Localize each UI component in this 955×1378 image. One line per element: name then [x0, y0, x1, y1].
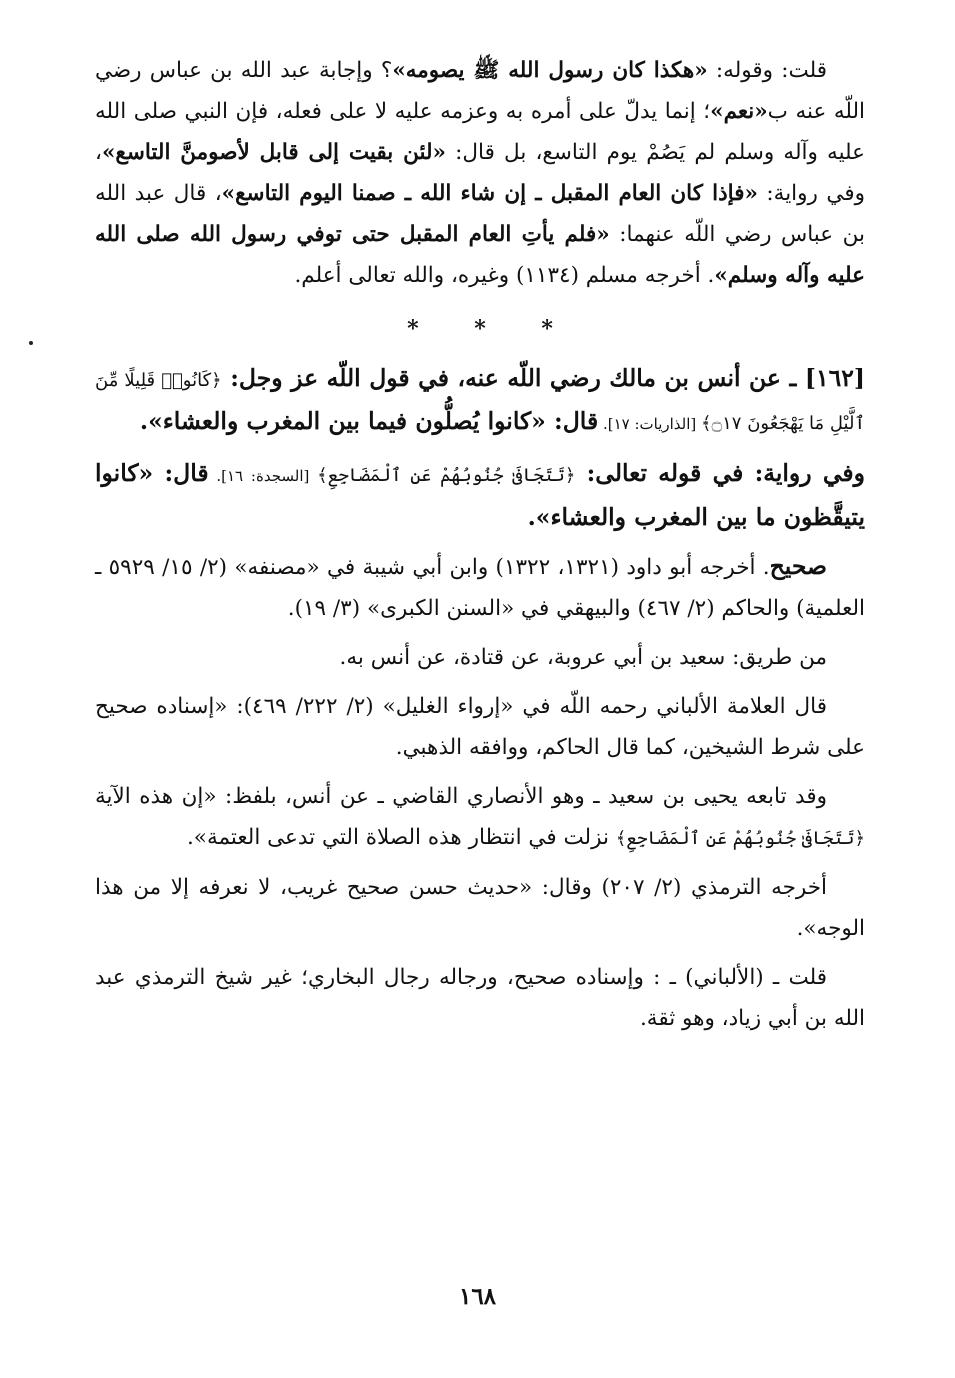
- text: وفي رواية: في قوله تعالى:: [575, 459, 865, 487]
- text: . أخرجه أبو داود (١٣٢١، ١٣٢٢) وابن أبي شيبة في «مصنفه» (٢/ ١٥/ ٥٩٢٩ ـ العلمية) والحاكم (٢/ ٤٦٧) والبيهقي في «السنن الكبرى» (٣/ ١٩).: [95, 555, 865, 621]
- text: ؛ إنما يدلّ على أمره به وعزمه عليه لا على فعله، فإن النبي صلى الله عليه وآله وسلم لم يَصُمْ يوم التاسع، بل قال:: [95, 99, 865, 165]
- grading: صحيح: [769, 552, 828, 580]
- page-body: [95, 50, 865, 1039]
- tirmidhi-paragraph: أخرجه الترمذي (٢/ ٢٠٧) وقال: «حديث حسن صحيح غريب، لا نعرفه إلا من هذا الوجه».: [95, 875, 865, 941]
- section-divider: * * *: [407, 316, 577, 342]
- paragraph-commentary: [95, 50, 865, 296]
- text: قلت: وقوله:: [707, 58, 828, 83]
- quote-bold: «فلم يأتِ العام المقبل حتى توفي رسول الله صلى الله عليه وآله وسلم»: [95, 222, 865, 288]
- narration-text: قال: «كانوا يتيقَّظون ما بين المغرب والعشاء».: [95, 459, 865, 531]
- quran-verse: ﴿كَانُوا۟ قَلِيلًا مِّنَ ٱلَّيْلِ مَا يَهْجَعُونَ ۝١٧﴾: [95, 370, 865, 434]
- quran-verse: ﴿تَتَجَافَىٰ جُنُوبُهُمْ عَنِ ٱلْمَضَاجِعِ﴾: [317, 465, 576, 486]
- hadith-text: قال: «كانوا يُصلُّون فيما بين المغرب والعشاء».: [139, 407, 599, 435]
- text: وقد تابعه يحيى بن سعيد ـ وهو الأنصاري القاضي ـ عن أنس، بلفظ: «إن هذه الآية: [95, 784, 827, 809]
- hadith-heading: [95, 358, 865, 445]
- quote-bold: «نعم»: [710, 99, 768, 124]
- text: . أخرجه مسلم (١١٣٤) وغيره، والله تعالى أعلم.: [294, 263, 715, 288]
- text: نزلت في انتظار هذه الصلاة التي تدعى العتمة».: [186, 825, 616, 850]
- albani-paragraph: قال العلامة الألباني رحمه اللّه في «إرواء الغليل» (٢/ ٢٢٢/ ٤٦٩): «إسناده صحيح على شرط الشيخين، كما قال الحاكم، ووافقه الذهبي.: [95, 694, 865, 760]
- mutaba-paragraph: [95, 776, 865, 859]
- quran-verse: ﴿تَتَجَافَىٰ جُنُوبُهُمْ عَنِ ٱلْمَضَاجِعِ﴾: [615, 828, 865, 849]
- hadith-intro: [١٦٢] ـ عن أنس بن مالك رضي اللّه عنه، في قول اللّه عز وجل:: [221, 364, 865, 392]
- verse-reference: [السجدة: ١٦].: [208, 467, 318, 485]
- text: ؟ وإجابة عبد الله بن عباس رضي اللّه عنه ب: [95, 58, 865, 124]
- alternate-narration: [95, 453, 865, 538]
- verse-reference: [الذاريات: ١٧].: [598, 415, 702, 433]
- text: ، قال عبد الله بن عباس رضي اللّه عنهما:: [95, 181, 865, 247]
- quote-bold: «فإذا كان العام المقبل ـ إن شاء الله ـ صمنا اليوم التاسع»: [221, 181, 758, 206]
- quote-bold: «لئن بقيت إلى قابل لأصومنَّ التاسع»: [101, 140, 446, 165]
- page-number: ١٦٨: [458, 1283, 497, 1310]
- quote-bold: «هكذا كان رسول الله ﷺ يصومه»: [392, 58, 708, 83]
- chain-paragraph: من طريق: سعيد بن أبي عروبة، عن قتادة، عن أنس به.: [339, 645, 827, 670]
- takhrij-paragraph: [95, 546, 865, 629]
- stray-dot: [29, 341, 33, 345]
- text: ، وفي رواية:: [95, 140, 865, 206]
- author-note-paragraph: قلت ـ (الألباني) ـ : وإسناده صحيح، ورجاله رجال البخاري؛ غير شيخ الترمذي عبد الله بن أبي زياد، وهو ثقة.: [95, 965, 865, 1031]
